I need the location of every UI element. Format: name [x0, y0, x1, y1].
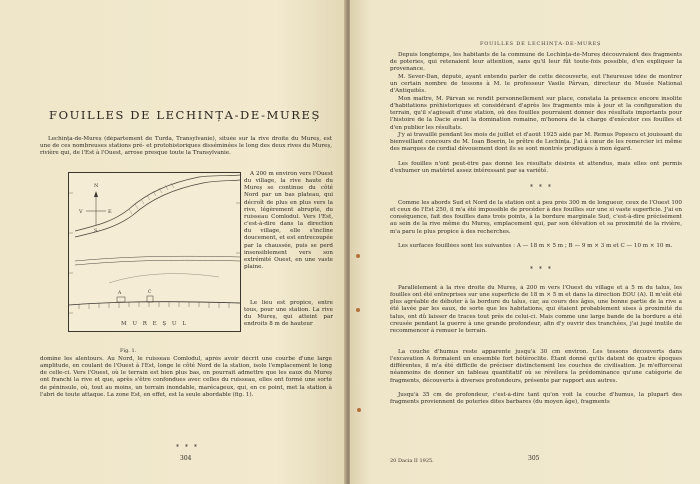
- map-north-label: N: [94, 183, 99, 189]
- left-paragraph-1: Lechința-de-Mureș (département de Turda, Transylvanie), située sur la rive droite du Mureș, est une de ces nombreuses stations pré- et protohistoriques disséminées le long des deux rives du Mureș, rivière qui, de l'Est à l'Ouest, arrose presque toute la Transylvanie.: [40, 136, 332, 157]
- map-east-label: E: [108, 209, 112, 215]
- right-paragraph-2: M. Sever-Dan, député, ayant entendu parler de cette découverte, eut l'heureuse idée de montrer un certain nombre de tessons à M. le professeur Vasile Pârvan, directeur du Musée National d'Antiquités.: [390, 74, 682, 95]
- section-separator: * * *: [176, 444, 199, 451]
- right-paragraph-8: Parallèlement à la rive droite du Mureș, à 200 m vers l'Ouest du village et à 5 m du talus, les fouilles ont été entreprises sur une superficie de 18 m × 5 m et dans la direction EOU (A). Il m'eût été plus agréable de débuter à la bordure du talus, car, au cours des âges, une bonne partie de la rive a été lavée par les eaux, de sorte que les habitations, qui étaient probablement sises à proximité du talus, ont dû laisser de traces tout près de celui-ci. Mais comme une large bande de la bordure a été creusée pendant la guerre à une grande profondeur, afin d'y ouvrir des tranchées, j'ai jugé inutile de recommencer à remuer le terrain.: [390, 285, 682, 334]
- right-paragraph-4: J'y ai travaillé pendant les mois de juillet et d'août 1925 aidé par M. Remus Popescu et jouissant du bienveillant concours de M. Ioan Boerin, le prêtre de Lechința. J'ai à cœur de les remercier ici même des marques de cordial dévouement dont ils se sont montrés prodigues à mon égard.: [390, 132, 682, 153]
- right-paragraph-10: Jusqu'à 35 cm de profondeur, c'est-à-dire tant qu'on voit la couche d'humus, la plupart des fragments proviennent de poteries dites barbares (du moyen âge), fragments: [390, 392, 682, 406]
- section-separator-2: * * *: [530, 266, 553, 273]
- binding-stitch-1: [356, 254, 360, 258]
- site-map-figure: [68, 172, 241, 332]
- right-page: [350, 0, 700, 484]
- figure-caption: Fig. 1.: [120, 348, 137, 354]
- right-paragraph-6: Comme les abords Sud et Nord de la station ont à peu près 300 m de longueur, ceux de l'Ouest 100 et ceux de l'Est 250, il m'a été impossible de procéder à des fouilles sur une si vaste superficie. J'ai en conséquence, fait des fouilles dans trois points, à la bordure marginale Sud, c'est-à-dire précisément au sein de la rive même du Mureș, emplacement qui, par son élévation et sa proximité de la rivière, m'a paru le plus propice à des recherches.: [390, 200, 682, 235]
- left-side-text: A 200 m environ vers l'Ouest du village, la rive haute du Mureș se continue du côté Nord par un bas plateau, qui décroît de plus en plus vers la rive, légèrement abrupte, du ruisseau Comlodul. Vers l'Est, c'est-à-dire dans la direction du village, elle s'incline doucement, et est entrecoupée par la chaussée, puis se perd insensiblement vers son extrémité Ouest, en une vaste plaine.: [244, 171, 333, 271]
- signature-footer: 20 Dacia II 1925.: [390, 458, 434, 464]
- map-south-label: S: [94, 228, 98, 234]
- left-page: [0, 0, 346, 484]
- map-west-label: V: [79, 209, 83, 215]
- excavation-a-marker: [117, 297, 125, 302]
- right-paragraph-5: Les fouilles n'ont peut-être pas donné les résultats désirés et attendus, mais elles ont permis d'exhumer un matériel assez intéressant par sa variété.: [390, 161, 682, 175]
- right-paragraph-1: Depuis longtemps, les habitants de la commune de Lechința-de-Mureș découvraient des fragments de poteries, qui retenaient leur attention, sans qu'il leur fût toute-fois possible, d'en expliquer la provenance.: [390, 52, 682, 73]
- section-separator-1: * * *: [530, 184, 553, 191]
- binding-stitch-2: [356, 308, 360, 312]
- left-side-text-2: Le lieu est propice, entre tous, pour une station. La rive du Mureș, qui atteint par endroits 8 m de hauteur: [244, 300, 333, 328]
- right-page-number: 305: [528, 455, 540, 462]
- right-paragraph-7: Les surfaces fouillées sont les suivantes : A — 18 m × 5 m ; B — 9 m × 3 m et C — 10 m × 10 m.: [398, 243, 673, 249]
- left-paragraph-2: domine les alentours. Au Nord, le ruisseau Comlodul, après avoir décrit une courbe d'une large amplitude, en coulant de l'Ouest à l'Est, longe le côté Nord de la station, isole l'emplacement le long de celle-ci. Vers l'Ouest, où le terrain est bien plus bas, on pourrait admettre que les eaux du Mureș ont franchi la rive et que, après s'être confondues avec celles du ruisseau, elles ont formé une sorte de péninsule, où, tout au moins, un terrain inondable, marécageux, qui, en ce point, met la station à l'abri de toute attaque. La zone Est, en effet, est la seule abordable (fig. 1).: [40, 356, 332, 398]
- article-title: FOUILLES DE LECHINȚA-DE-MUREȘ: [49, 108, 321, 122]
- right-paragraph-3: Mon maître, M. Pârvan se rendit personnellement sur place, constata la présence encore insolite d'habitations préhistoriques et considérant d'après les fragments mis à jour et la configuration du terrain, qu'il s'agissait d'une station, où des fouilles pourraient donner des résultats importants pour l'histoire de la Dacie avant la domination romaine, m'honora de la charge d'exécuter ces fouilles et d'en publier les résultats.: [390, 96, 682, 131]
- left-page-number: 304: [180, 455, 192, 462]
- binding-stitch-3: [357, 408, 361, 412]
- map-river-label: M U R E Ș U L: [121, 321, 188, 327]
- excavation-c-marker: [147, 296, 153, 302]
- map-site-c-label: C: [148, 290, 152, 295]
- site-map-drawing: [69, 173, 240, 331]
- right-paragraph-9: La couche d'humus reste apparente jusqu'à 30 cm environ. Les tessons découverts dans l'excavation A formaient un ensemble fort hétéroclite. Étant donné qu'ils datent de quatre époques différentes, il m'a été difficile de préciser distinctement les couches de civilisation. Je m'efforcerai néanmoins de donner un tableau quantitatif où se révélera la prédominance qu'une catégorie de fragments, découverts à diverses profondeurs, présente par rapport aux autres.: [390, 349, 682, 384]
- map-site-a-label: A: [118, 291, 122, 296]
- running-header: FOUILLES DE LECHINȚA-DE-MUREȘ: [480, 41, 602, 47]
